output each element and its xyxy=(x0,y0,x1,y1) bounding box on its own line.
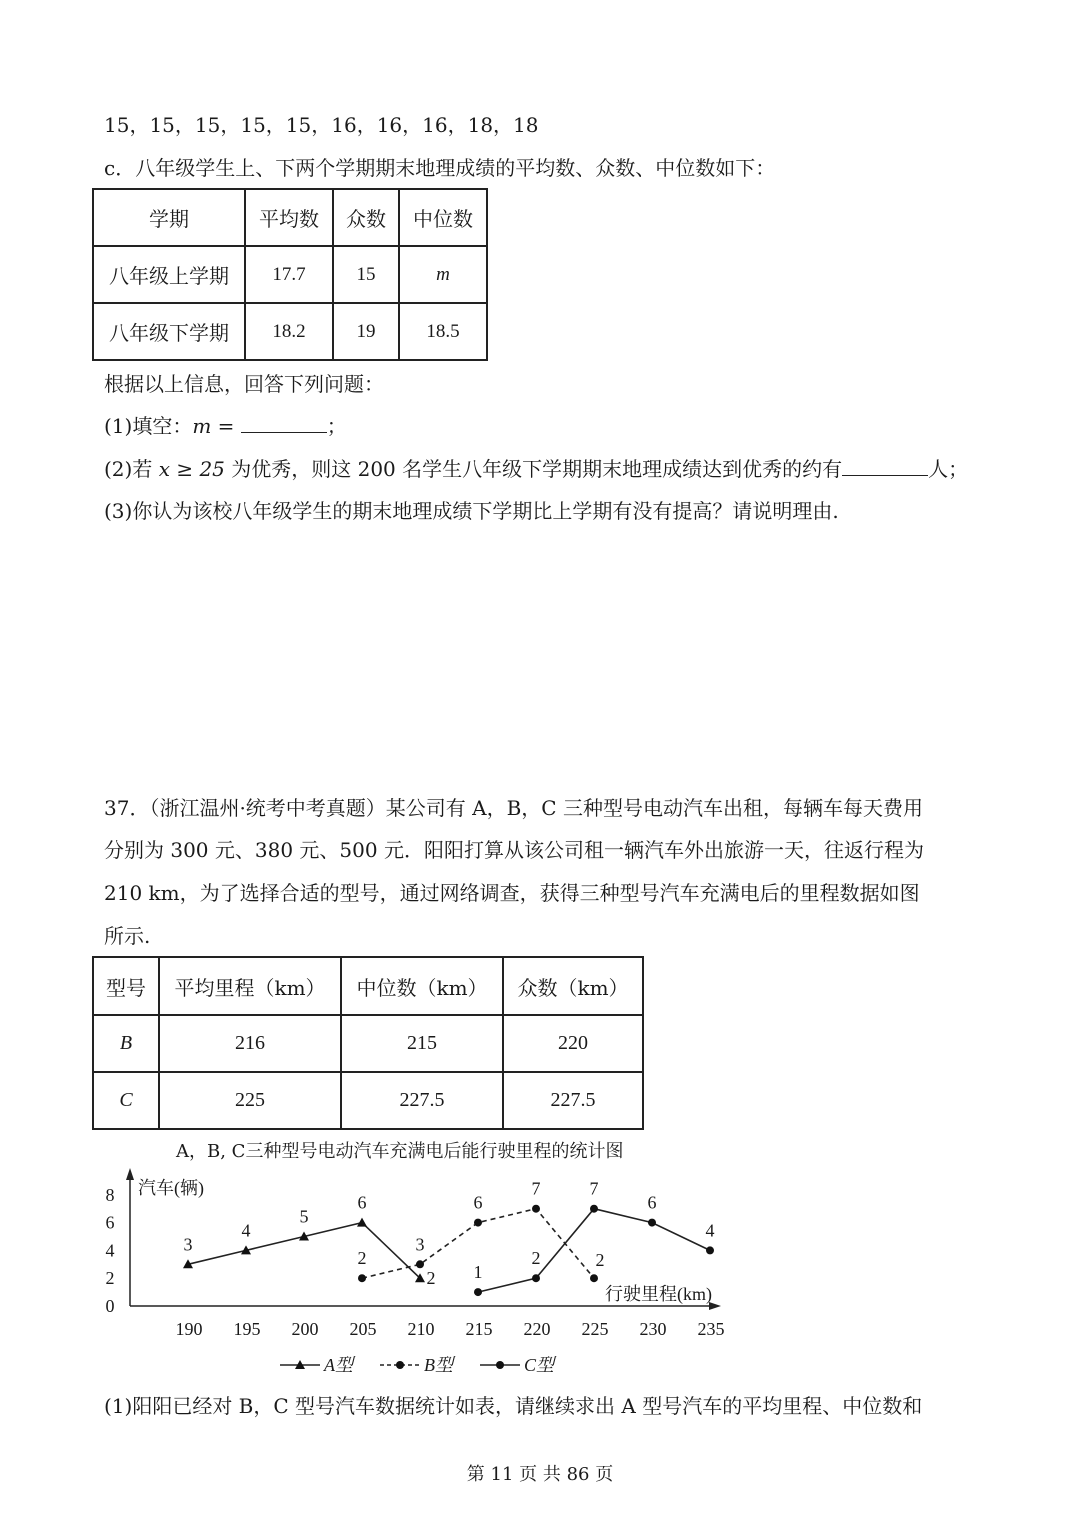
table-header: 众数（km） xyxy=(503,957,643,1015)
grade-stats-table xyxy=(92,188,488,361)
data-point xyxy=(416,1260,424,1268)
y-tick-label: 4 xyxy=(105,1240,115,1261)
x-tick-label: 235 xyxy=(697,1319,725,1339)
data-label: 2 xyxy=(595,1250,605,1271)
table-header: 中位数（km） xyxy=(341,957,503,1015)
table-header: 平均里程（km） xyxy=(159,957,341,1015)
page-footer: 第 11 页 共 86 页 xyxy=(466,1464,614,1485)
legend-marker xyxy=(496,1361,504,1369)
data-label: 2 xyxy=(531,1248,541,1269)
table-header: 平均数 xyxy=(245,189,333,246)
table-cell: 八年级下学期 xyxy=(93,303,245,360)
data-label: 5 xyxy=(299,1206,309,1227)
table-cell: 18.2 xyxy=(245,303,333,360)
q2-prefix: (2)若 xyxy=(104,457,159,481)
x-tick-label: 230 xyxy=(639,1319,667,1339)
mileage-table xyxy=(92,956,644,1130)
table-cell: 220 xyxy=(503,1015,643,1072)
question-2 xyxy=(104,455,968,483)
x-tick-label: 190 xyxy=(175,1319,203,1339)
intro-text: 根据以上信息，回答下列问题： xyxy=(104,372,384,396)
table-cell: C xyxy=(93,1072,159,1129)
data-label: 7 xyxy=(531,1178,541,1199)
q1-prefix: (1)填空： xyxy=(104,414,193,438)
answer-blank[interactable] xyxy=(241,412,327,433)
x-tick-label: 200 xyxy=(291,1319,319,1339)
table-cell: 19 xyxy=(333,303,399,360)
data-point xyxy=(706,1246,714,1254)
table-header: 众数 xyxy=(333,189,399,246)
table-cell: 八年级上学期 xyxy=(93,246,245,303)
table-cell: 17.7 xyxy=(245,246,333,303)
data-label: 6 xyxy=(647,1192,657,1213)
y-tick-label: 6 xyxy=(105,1212,115,1233)
data-point xyxy=(532,1274,540,1282)
data-point xyxy=(358,1274,366,1282)
table-header: 学期 xyxy=(93,189,245,246)
data-label: 1 xyxy=(473,1262,483,1283)
table-cell: 215 xyxy=(341,1015,503,1072)
series-line xyxy=(188,1223,420,1279)
chart-title: A，B, C三种型号电动汽车充满电后能行驶里程的统计图 xyxy=(176,1141,624,1162)
section-c-text: c．八年级学生上、下两个学期期末地理成绩的平均数、众数、中位数如下： xyxy=(104,156,776,180)
answer-blank[interactable] xyxy=(842,455,928,476)
table-header: 中位数 xyxy=(399,189,487,246)
question-3: (3)你认为该校八年级学生的期末地理成绩下学期比上学期有没有提高？请说明理由. xyxy=(104,499,839,523)
table-cell: 18.5 xyxy=(399,303,487,360)
data-label: 4 xyxy=(241,1220,251,1241)
x-tick-label: 205 xyxy=(349,1319,377,1339)
table-cell: 227.5 xyxy=(503,1072,643,1129)
y-axis-arrow xyxy=(126,1168,134,1180)
data-point xyxy=(474,1219,482,1227)
q1-eq: = xyxy=(211,414,241,438)
table-cell: 227.5 xyxy=(341,1072,503,1129)
data-point xyxy=(590,1205,598,1213)
data-label: 6 xyxy=(473,1192,483,1213)
y-axis-label: 汽车(辆) xyxy=(138,1178,204,1198)
table-cell: 15 xyxy=(333,246,399,303)
table-cell: 216 xyxy=(159,1015,341,1072)
q2-suffix: 人； xyxy=(928,457,969,481)
problem-37-line1: 37．（浙江温州·统考中考真题）某公司有 A，B，C 三种型号电动汽车出租，每辆车每天费用 xyxy=(104,796,923,820)
y-tick-label: 8 xyxy=(105,1184,115,1205)
data-label: 2 xyxy=(426,1268,436,1289)
data-label: 7 xyxy=(589,1178,599,1199)
mileage-line-chart xyxy=(95,1160,735,1390)
data-label: 6 xyxy=(357,1192,367,1213)
q2-mid: 为优秀，则这 200 名学生八年级下学期期末地理成绩达到优秀的约有 xyxy=(224,457,843,481)
data-label: 2 xyxy=(357,1248,367,1269)
data-point xyxy=(532,1205,540,1213)
problem-37-question-1: (1)阳阳已经对 B，C 型号汽车数据统计如表，请继续求出 A 型号汽车的平均里程、中位数和 xyxy=(104,1394,923,1418)
q2-cond: x ≥ 25 xyxy=(158,457,225,481)
table-cell: 225 xyxy=(159,1072,341,1129)
q1-suffix: ； xyxy=(326,414,347,438)
x-tick-label: 220 xyxy=(523,1319,551,1339)
legend-label: C型 xyxy=(524,1355,555,1375)
data-label: 3 xyxy=(415,1234,425,1255)
data-point xyxy=(590,1274,598,1282)
data-point xyxy=(474,1288,482,1296)
data-point xyxy=(357,1218,367,1227)
data-label: 3 xyxy=(183,1234,193,1255)
problem-37-line3: 210 km，为了选择合适的型号，通过网络调查，获得三种型号汽车充满电后的里程数据如图 xyxy=(104,881,920,905)
data-values-line: 15，15，15，15，15，16，16，16，18，18 xyxy=(104,113,539,137)
data-point xyxy=(648,1219,656,1227)
legend-label: B型 xyxy=(424,1355,453,1375)
question-1 xyxy=(104,412,347,440)
y-tick-label: 0 xyxy=(105,1296,115,1316)
x-tick-label: 215 xyxy=(465,1319,493,1339)
table-cell: m xyxy=(399,246,487,303)
legend-label: A型 xyxy=(324,1355,353,1375)
x-axis-label: 行驶里程(km) xyxy=(605,1284,712,1304)
problem-37-line2: 分别为 300 元、380 元、500 元．阳阳打算从该公司租一辆汽车外出旅游一天，往返行程为 xyxy=(104,838,924,862)
table-cell: B xyxy=(93,1015,159,1072)
y-tick-label: 2 xyxy=(105,1268,115,1289)
x-tick-label: 225 xyxy=(581,1319,609,1339)
table-header: 型号 xyxy=(93,957,159,1015)
x-tick-label: 210 xyxy=(407,1319,435,1339)
q1-var: m xyxy=(192,414,212,438)
data-label: 4 xyxy=(705,1220,715,1241)
x-tick-label: 195 xyxy=(233,1319,261,1339)
legend-marker xyxy=(396,1361,404,1369)
problem-37-line4: 所示. xyxy=(104,924,151,948)
